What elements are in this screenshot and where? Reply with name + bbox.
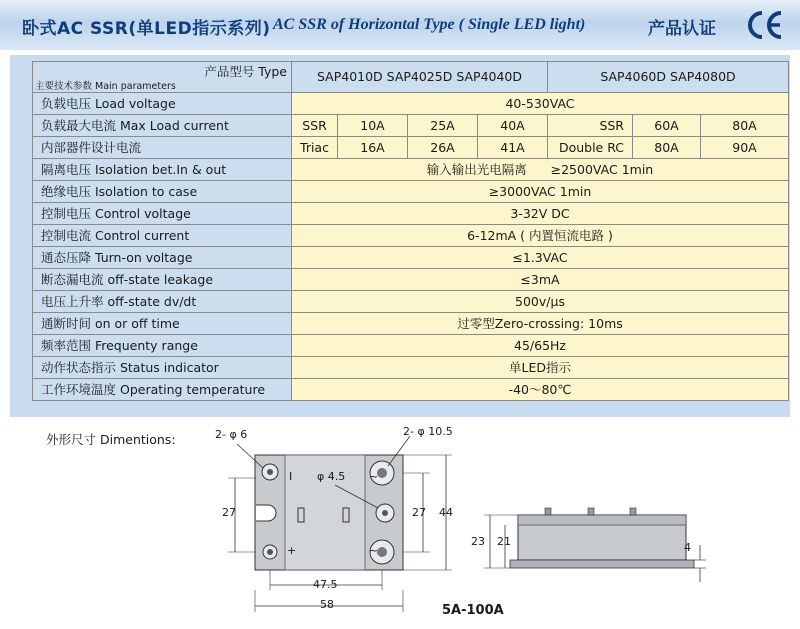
row-label: 动作状态指示 Status indicator	[33, 357, 292, 379]
cell: 80A	[633, 137, 701, 159]
cell: Double RC	[548, 137, 633, 159]
row-label: 工作环境温度 Operating temperature	[33, 379, 292, 401]
row-value: 40-530VAC	[292, 93, 789, 115]
row-value: 3-32V DC	[292, 203, 789, 225]
row-label: 绝缘电压 Isolation to case	[33, 181, 292, 203]
cell: 90A	[701, 137, 789, 159]
cell: SSR	[548, 115, 633, 137]
cell: 25A	[408, 115, 478, 137]
cell: 80A	[701, 115, 789, 137]
terminal-plus-center	[267, 549, 273, 555]
row-value: ≤3mA	[292, 269, 789, 291]
dim-hole-large-text: 2- φ 10.5	[403, 425, 453, 438]
title-chinese: 卧式AC SSR(单LED指示系列)	[22, 19, 271, 39]
row-value: ≤1.3VAC	[292, 247, 789, 269]
terminal-ac-top-center	[377, 468, 387, 478]
row-label: 频率范围 Frequenty range	[33, 335, 292, 357]
value-prefix: 输入输出光电隔离	[426, 161, 527, 177]
row-value: 500v/μs	[292, 291, 789, 313]
row-value: 单LED指示	[292, 357, 789, 379]
model-range: 5A-100A	[442, 603, 504, 618]
dim-58-text: 58	[320, 598, 334, 611]
row-label: 负载电压 Load voltage	[33, 93, 292, 115]
cell: Triac	[292, 137, 338, 159]
dim-27-left-text: 27	[222, 506, 236, 519]
mark-tilde-1: ~	[369, 470, 379, 483]
type-label: 产品型号 Type	[204, 64, 287, 79]
dim-21-text: 21	[497, 535, 511, 548]
title-english: AC SSR of Horizontal Type ( Single LED light)	[273, 16, 586, 33]
models-right: SAP4060D SAP4080D	[548, 62, 789, 93]
dim-23-text: 23	[471, 535, 485, 548]
mount-hole-top-center	[267, 469, 273, 475]
models-left: SAP4010D SAP4025D SAP4040D	[292, 62, 548, 93]
mark-plus: +	[287, 544, 297, 557]
cell: 10A	[338, 115, 408, 137]
dimensions-label: 外形尺寸 Dimentions:	[46, 432, 176, 447]
row-label: 控制电流 Control current	[33, 225, 292, 247]
cell: 40A	[478, 115, 548, 137]
mount-slot	[256, 505, 276, 521]
row-label: 电压上升率 off-state dv/dt	[33, 291, 292, 313]
row-value: 45/65Hz	[292, 335, 789, 357]
mark-i: I	[289, 470, 293, 483]
cell: 41A	[478, 137, 548, 159]
row-label: 负载最大电流 Max Load current	[33, 115, 292, 137]
row-label: 断态漏电流 off-state leakage	[33, 269, 292, 291]
value-text: ≥2500VAC 1min	[550, 161, 654, 177]
dim-27-right-text: 27	[412, 506, 426, 519]
dim-hole-small-text: 2- φ 6	[215, 428, 248, 441]
row-value: 6-12mA ( 内置恒流电路 )	[292, 225, 789, 247]
row-label: 通态压降 Turn-on voltage	[33, 247, 292, 269]
dim-4-text: 4	[684, 541, 691, 554]
dim-475-text: 47.5	[313, 578, 338, 591]
row-label: 控制电压 Control voltage	[33, 203, 292, 225]
dim-44-text: 44	[439, 506, 453, 519]
row-label: 隔离电压 Isolation bet.In & out	[33, 159, 292, 181]
row-label: 通断时间 on or off time	[33, 313, 292, 335]
row-label: 内部器件设计电流	[33, 137, 292, 159]
row-value: -40～80℃	[292, 379, 789, 401]
mark-tilde-2: ~	[369, 544, 379, 557]
terminal-mid-center	[382, 510, 388, 516]
row-value: ≥3000VAC 1min	[292, 181, 789, 203]
certification-label: 产品认证	[648, 19, 716, 39]
dim-phi45-text: φ 4.5	[317, 470, 346, 483]
row-value: 过零型Zero-crossing: 10ms	[292, 313, 789, 335]
cell: 26A	[408, 137, 478, 159]
cell: 16A	[338, 137, 408, 159]
terminal-ac-bottom-center	[377, 547, 387, 557]
main-params-label: 主要技术参数 Main parameters	[35, 81, 176, 92]
cell: SSR	[292, 115, 338, 137]
side-view-top	[518, 515, 686, 525]
cell: 60A	[633, 115, 701, 137]
side-view-base	[510, 560, 694, 568]
